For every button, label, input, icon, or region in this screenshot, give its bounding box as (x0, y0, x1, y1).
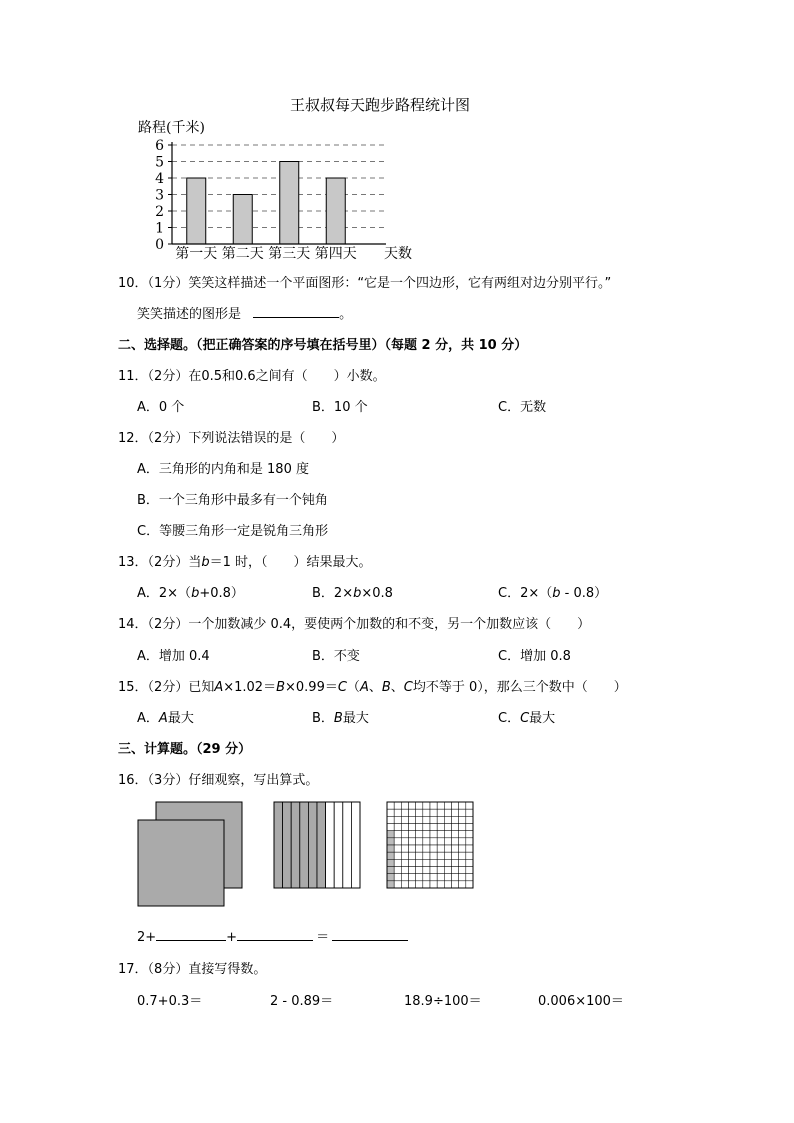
q15-var-b2: B (381, 680, 391, 695)
chart-title: 王叔叔每天跑步路程统计图 (289, 96, 471, 114)
q13-b-var: b (353, 586, 362, 601)
grid-cell (394, 824, 401, 831)
q11-option-a[interactable]: A．0 个 (137, 400, 185, 415)
grid-cell (452, 838, 459, 845)
grid-cell (437, 816, 444, 823)
grid-cell (401, 838, 408, 845)
grid-cell (401, 809, 408, 816)
grid-cell (423, 845, 430, 852)
grid-cell (416, 809, 423, 816)
grid-cell (459, 831, 466, 838)
grid-cell (437, 809, 444, 816)
q13-a1: A．2×（ (137, 586, 192, 601)
grid-cell (409, 859, 416, 866)
grid-cell (437, 838, 444, 845)
grid-cell (423, 816, 430, 823)
grid-cell (409, 831, 416, 838)
grid-cell (452, 816, 459, 823)
grid-cell (444, 874, 451, 881)
grid-cell (394, 838, 401, 845)
grid-cell (444, 824, 451, 831)
grid-cell (416, 874, 423, 881)
y-tick-label: 5 (155, 154, 164, 171)
grid-cell (444, 802, 451, 809)
grid-cell (394, 852, 401, 859)
q15-var-c2: C (403, 680, 413, 695)
q13-option-b[interactable] (312, 582, 393, 601)
grid-cell (459, 867, 466, 874)
q17-expr-1[interactable]: 0.7+0.3＝ (137, 994, 203, 1009)
grid-cell (430, 852, 437, 859)
grid-cell (416, 881, 423, 888)
grid-cell (401, 831, 408, 838)
grid-cell (459, 881, 466, 888)
grid-cell (409, 816, 416, 823)
grid-cell (466, 874, 473, 881)
tenth-strip (343, 802, 352, 888)
q13-option-a[interactable] (137, 582, 244, 601)
grid-cell (430, 802, 437, 809)
grid-cell (452, 881, 459, 888)
grid-cell (466, 881, 473, 888)
q15-option-a[interactable] (137, 707, 194, 726)
tenth-strip (300, 802, 309, 888)
grid-cell (394, 831, 401, 838)
q15-var-a: A (214, 680, 224, 695)
grid-cell (466, 809, 473, 816)
q16-f3: ＝ (316, 930, 330, 945)
front-square (138, 820, 224, 906)
q15-option-c[interactable] (498, 707, 555, 726)
tenth-strip (308, 802, 317, 888)
grid-cell (416, 845, 423, 852)
q13-b1: B．2× (312, 586, 354, 601)
grid-cell (387, 824, 394, 831)
q14-option-b[interactable]: B．不变 (312, 649, 360, 664)
grid-cell (409, 838, 416, 845)
chart-ylabel: 路程(千米) (138, 120, 205, 136)
grid-cell (387, 845, 394, 852)
grid-cell (444, 816, 451, 823)
grid-cell (459, 809, 466, 816)
grid-cell (444, 859, 451, 866)
tenth-strip (291, 802, 300, 888)
chart-xlabel: 天数 (384, 246, 412, 262)
q16-f2: + (226, 930, 238, 945)
grid-cell (452, 859, 459, 866)
grid-cell (430, 816, 437, 823)
q13-stem (118, 551, 372, 570)
y-tick-label: 3 (155, 187, 164, 204)
grid-cell (409, 874, 416, 881)
grid-cell (437, 859, 444, 866)
bar-第四天 (326, 178, 345, 244)
q13-stem-b: ＝1 时，（ ）结果最大。 (209, 555, 372, 570)
grid-cell (387, 874, 394, 881)
q15-opt-var-b: B (333, 711, 343, 726)
grid-cell (444, 867, 451, 874)
grid-cell (437, 852, 444, 859)
grid-cell (401, 881, 408, 888)
tenth-strip (351, 802, 360, 888)
q13-option-c[interactable] (498, 582, 607, 601)
grid-cell (444, 881, 451, 888)
tenth-strip (317, 802, 326, 888)
grid-cell (401, 874, 408, 881)
q16-figure-two-squares (136, 800, 246, 908)
bar-第一天 (187, 178, 206, 244)
q15-lb: B． (312, 711, 334, 726)
q10-end: 。 (339, 307, 353, 322)
grid-cell (444, 809, 451, 816)
grid-cell (430, 824, 437, 831)
grid-cell (409, 845, 416, 852)
q12-stem: 12．（2分）下列说法错误的是（ ） (118, 431, 345, 446)
q11-option-c[interactable]: C．无数 (498, 400, 547, 415)
grid-cell (452, 852, 459, 859)
grid-cell (452, 809, 459, 816)
bar-第二天 (233, 195, 252, 245)
grid-cell (409, 881, 416, 888)
q16-blank-1[interactable] (156, 926, 226, 941)
grid-cell (416, 859, 423, 866)
grid-cell (401, 859, 408, 866)
q14-option-c[interactable]: C．增加 0.8 (498, 649, 571, 664)
q16-stem: 16．（3分）仔细观察，写出算式。 (118, 773, 319, 788)
q15-var-a2: A (359, 680, 369, 695)
bar-chart (130, 92, 471, 264)
grid-cell (394, 867, 401, 874)
grid-cell (452, 867, 459, 874)
grid-cell (452, 824, 459, 831)
grid-cell (452, 831, 459, 838)
q16-f1: 2+ (137, 930, 157, 945)
q13-var: b (201, 555, 210, 570)
grid-cell (437, 802, 444, 809)
grid-cell (444, 852, 451, 859)
tenth-strip (326, 802, 335, 888)
y-tick-label: 0 (155, 237, 164, 253)
grid-cell (423, 859, 430, 866)
grid-cell (394, 809, 401, 816)
grid-cell (423, 838, 430, 845)
grid-cell (437, 824, 444, 831)
grid-cell (394, 859, 401, 866)
grid-cell (430, 845, 437, 852)
q15-p7: 均不等于 0），那么三个数中（ ） (412, 680, 627, 695)
q13-a-var: b (191, 586, 200, 601)
grid-cell (459, 816, 466, 823)
section3-heading: 三、计算题。（29 分） (118, 742, 252, 757)
q15-p5: 、 (368, 680, 382, 695)
grid-cell (430, 809, 437, 816)
grid-cell (459, 845, 466, 852)
tenth-strip (274, 802, 283, 888)
grid-cell (452, 802, 459, 809)
q14-option-a[interactable]: A．增加 0.4 (137, 649, 210, 664)
grid-cell (409, 802, 416, 809)
q12-option-c[interactable]: C．等腰三角形一定是锐角三角形 (137, 524, 329, 539)
grid-cell (437, 831, 444, 838)
grid-cell (430, 874, 437, 881)
grid-cell (437, 874, 444, 881)
q13-b2: ×0.8 (361, 586, 393, 601)
grid-cell (444, 845, 451, 852)
grid-cell (466, 838, 473, 845)
grid-cell (401, 852, 408, 859)
grid-cell (416, 824, 423, 831)
tenth-strip (283, 802, 292, 888)
grid-cell (437, 867, 444, 874)
grid-cell (409, 824, 416, 831)
x-tick-label: 第四天 (314, 246, 357, 262)
grid-cell (423, 824, 430, 831)
grid-cell (401, 824, 408, 831)
grid-cell (459, 874, 466, 881)
grid-cell (430, 838, 437, 845)
grid-cell (466, 824, 473, 831)
grid-cell (459, 852, 466, 859)
grid-cell (394, 881, 401, 888)
q10-line2 (137, 303, 352, 322)
grid-cell (416, 802, 423, 809)
grid-cell (401, 845, 408, 852)
q16-figure-hundredths (385, 801, 477, 891)
grid-cell (387, 831, 394, 838)
grid-cell (387, 816, 394, 823)
grid-cell (416, 867, 423, 874)
q10-answer-blank[interactable] (253, 303, 339, 318)
q13-c1: C．2×（ (498, 586, 553, 601)
grid-cell (430, 831, 437, 838)
grid-cell (466, 852, 473, 859)
y-tick-label: 4 (155, 171, 164, 187)
q15-stem (118, 676, 627, 695)
q15-c-text: 最大 (529, 711, 556, 726)
grid-cell (423, 874, 430, 881)
q10-text: 笑笑描述的图形是 (137, 307, 242, 322)
q13-c-var: b (552, 586, 561, 601)
grid-cell (466, 845, 473, 852)
grid-cell (387, 867, 394, 874)
y-tick-label: 2 (155, 204, 164, 220)
grid-cell (466, 831, 473, 838)
grid-cell (387, 852, 394, 859)
q16-blank-2[interactable] (237, 926, 313, 941)
x-tick-label: 第二天 (221, 246, 264, 262)
grid-cell (401, 816, 408, 823)
q15-lc: C． (498, 711, 521, 726)
q15-var-c: C (337, 680, 347, 695)
grid-cell (423, 881, 430, 888)
grid-cell (394, 845, 401, 852)
section2-heading: 二、选择题。（把正确答案的序号填在括号里）（每题 2 分，共 10 分） (118, 338, 528, 353)
grid-cell (466, 859, 473, 866)
q15-p2: ×1.02＝ (223, 680, 277, 695)
grid-cell (466, 816, 473, 823)
q15-p6: 、 (390, 680, 404, 695)
grid-cell (401, 867, 408, 874)
bar-第三天 (280, 162, 299, 245)
grid-cell (466, 867, 473, 874)
q13-c2: - 0.8） (560, 586, 608, 601)
grid-cell (459, 838, 466, 845)
grid-cell (423, 867, 430, 874)
q15-b-text: 最大 (342, 711, 369, 726)
y-tick-label: 6 (155, 138, 164, 154)
grid-cell (416, 838, 423, 845)
q11-stem: 11．（2分）在0.5和0.6之间有（ ）小数。 (118, 369, 386, 384)
grid-cell (430, 867, 437, 874)
grid-cell (401, 802, 408, 809)
q17-expr-2[interactable]: 2 - 0.89＝ (270, 994, 334, 1009)
q16-figure-tenths (272, 801, 364, 891)
grid-cell (444, 831, 451, 838)
grid-cell (409, 809, 416, 816)
grid-cell (437, 881, 444, 888)
q16-formula (137, 926, 408, 945)
x-tick-label: 第一天 (175, 246, 218, 262)
q16-blank-3[interactable] (332, 926, 408, 941)
grid-cell (423, 809, 430, 816)
grid-cell (437, 845, 444, 852)
grid-cell (387, 881, 394, 888)
grid-cell (459, 859, 466, 866)
grid-cell (387, 809, 394, 816)
q17-expr-3[interactable]: 18.9÷100＝ (404, 994, 482, 1009)
q11-option-b[interactable]: B．10 个 (312, 400, 368, 415)
grid-cell (452, 845, 459, 852)
y-tick-label: 1 (155, 220, 164, 237)
q12-option-a[interactable]: A．三角形的内角和是 180 度 (137, 462, 309, 477)
q15-p3: ×0.99＝ (285, 680, 338, 695)
tenth-strip (334, 802, 343, 888)
grid-cell (444, 838, 451, 845)
q15-opt-var-c: C (520, 711, 530, 726)
q15-la: A． (137, 711, 159, 726)
q13-a2: +0.8） (199, 586, 244, 601)
x-tick-label: 第三天 (268, 246, 311, 262)
grid-cell (394, 816, 401, 823)
grid-cell (423, 802, 430, 809)
q15-p1: 15．（2分）已知 (118, 680, 215, 695)
q17-expr-4[interactable]: 0.006×100＝ (538, 994, 624, 1009)
q12-option-b[interactable]: B．一个三角形中最多有一个钝角 (137, 493, 328, 508)
grid-cell (394, 874, 401, 881)
grid-cell (387, 859, 394, 866)
q15-option-b[interactable] (312, 707, 369, 726)
grid-cell (452, 874, 459, 881)
q17-stem: 17．（8分）直接写得数。 (118, 962, 267, 977)
q13-stem-a: 13．（2分）当 (118, 555, 202, 570)
q14-stem: 14．（2分）一个加数减少 0.4，要使两个加数的和不变，另一个加数应该（ ） (118, 617, 591, 632)
grid-cell (430, 881, 437, 888)
q15-opt-var-a: A (158, 711, 168, 726)
q15-p4: （ (346, 680, 360, 695)
grid-cell (416, 831, 423, 838)
grid-cell (430, 859, 437, 866)
grid-cell (409, 867, 416, 874)
q15-var-b: B (276, 680, 285, 695)
grid-cell (459, 802, 466, 809)
grid-cell (387, 838, 394, 845)
q10-line1: 10．（1分）笑笑这样描述一个平面图形：“它是一个四边形，它有两组对边分别平行。” (118, 276, 612, 291)
grid-cell (409, 852, 416, 859)
grid-cell (466, 802, 473, 809)
grid-cell (459, 824, 466, 831)
grid-cell (387, 802, 394, 809)
grid-cell (416, 852, 423, 859)
grid-cell (423, 852, 430, 859)
grid-cell (423, 831, 430, 838)
grid-cell (416, 816, 423, 823)
q15-a-text: 最大 (167, 711, 194, 726)
grid-cell (394, 802, 401, 809)
